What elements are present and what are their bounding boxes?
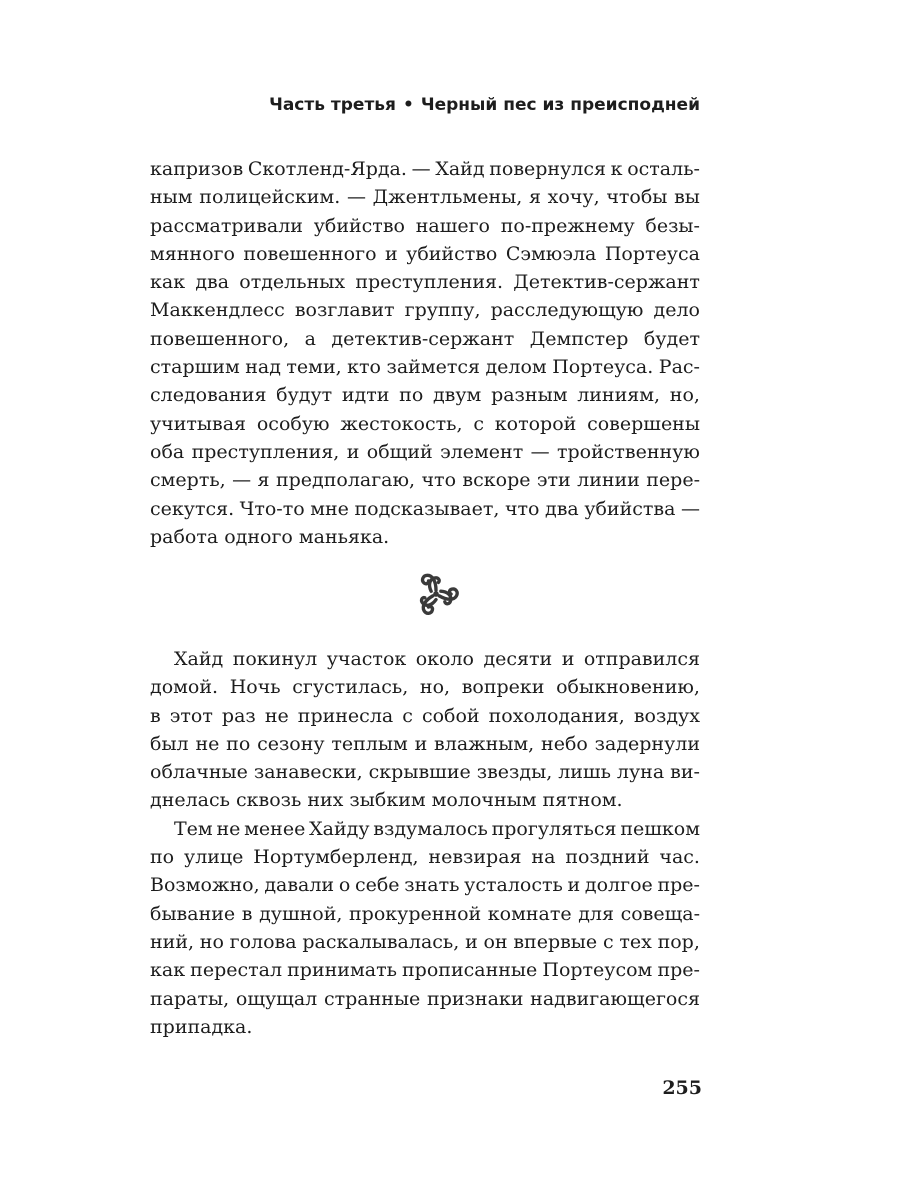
- word: похолодания,: [488, 704, 625, 727]
- word: убийства: [584, 497, 676, 520]
- word: около: [415, 648, 474, 670]
- word: них: [307, 789, 344, 812]
- text-line: [150, 673, 700, 701]
- word: повешенного: [243, 242, 377, 265]
- word: участок: [326, 648, 407, 670]
- word: прописанные: [402, 959, 538, 982]
- word: Возможно,: [150, 874, 260, 897]
- word: кто: [347, 356, 381, 379]
- word: два: [195, 271, 230, 294]
- word: был: [150, 732, 189, 755]
- text-line: [150, 381, 700, 409]
- word: и: [465, 930, 478, 953]
- word: смерть,: [150, 469, 226, 492]
- word: молочным: [431, 789, 537, 812]
- word: —: [346, 186, 366, 209]
- word: будут: [276, 384, 333, 407]
- word: луна: [616, 761, 665, 784]
- word: отправился: [583, 648, 700, 670]
- word: предполагаю,: [275, 469, 416, 492]
- word: и: [346, 440, 360, 463]
- word: задернули: [594, 732, 700, 755]
- word: жестокость,: [340, 412, 463, 435]
- word: я: [257, 469, 270, 492]
- word: надвигающегося: [530, 987, 700, 1010]
- word: с: [473, 412, 484, 435]
- text-block-narrative: [150, 645, 700, 1041]
- word: группу,: [404, 299, 481, 322]
- word: Скотленд-Ярда.: [247, 158, 407, 180]
- word: Ночь: [229, 676, 281, 699]
- word: Портеуса.: [552, 356, 654, 379]
- word: душной,: [259, 902, 343, 925]
- word: одного: [224, 525, 293, 548]
- word: по: [150, 846, 175, 869]
- word: прокуренной: [349, 902, 482, 925]
- word: комнате: [487, 902, 572, 925]
- word: вскоре: [462, 469, 531, 492]
- word: прогуляться: [491, 817, 617, 840]
- word: теми,: [286, 356, 342, 379]
- word: ви-: [670, 761, 700, 784]
- word: общий: [366, 440, 433, 463]
- word: пор,: [657, 930, 700, 953]
- text-line: [150, 730, 700, 758]
- word: —: [530, 440, 550, 463]
- word: дело: [653, 299, 700, 322]
- word: мне: [310, 497, 349, 520]
- word: которой: [494, 412, 577, 435]
- text-line: [150, 183, 700, 211]
- word: тех: [619, 930, 652, 953]
- word: днелась: [150, 789, 230, 812]
- word: давали: [264, 874, 335, 897]
- word: на: [531, 846, 556, 869]
- word: повешенного,: [150, 327, 290, 350]
- header-part-title: Часть третья: [269, 95, 396, 115]
- word: пере-: [646, 469, 700, 492]
- word: ощущал: [235, 987, 318, 1010]
- word: в: [241, 902, 253, 925]
- word: не: [195, 732, 220, 755]
- text-line: [150, 1013, 700, 1041]
- word: линиям,: [577, 384, 661, 407]
- word: линии: [577, 469, 640, 492]
- word: тройственную: [557, 440, 700, 463]
- word: занавески,: [253, 761, 363, 784]
- word: Рас-: [658, 356, 700, 379]
- word: пешком: [620, 817, 700, 840]
- word: невзирая: [428, 846, 522, 869]
- text-line: [150, 758, 700, 786]
- word: следования: [150, 384, 267, 407]
- word: с: [602, 930, 614, 953]
- word: делом: [485, 356, 547, 379]
- word: особую: [256, 412, 330, 435]
- word: менее: [244, 817, 306, 840]
- word: Что-то: [239, 497, 305, 520]
- triskelion-icon-graphic: [408, 566, 464, 622]
- word: для: [578, 902, 614, 925]
- text-line: [150, 843, 700, 871]
- text-line: [150, 325, 700, 353]
- word: собой: [421, 704, 480, 727]
- word: с: [402, 704, 413, 727]
- text-line: [150, 296, 700, 324]
- word: припадка.: [150, 1015, 253, 1038]
- word: осталь-: [627, 158, 700, 180]
- word: преступления.: [355, 271, 504, 294]
- word: раз: [221, 704, 256, 727]
- word: усталость: [464, 874, 563, 897]
- word: элемент: [440, 440, 524, 463]
- word: преступления,: [191, 440, 340, 463]
- word: как: [150, 271, 186, 294]
- word: и: [385, 242, 398, 265]
- text-line: [150, 466, 700, 494]
- word: совеща-: [620, 902, 700, 925]
- word: по-прежнему: [500, 214, 635, 237]
- word: Портеусом: [542, 959, 653, 982]
- word: капризов: [150, 158, 244, 180]
- word: —: [232, 469, 252, 492]
- text-line: [150, 212, 700, 240]
- word: скрывшие: [368, 761, 471, 784]
- text-block-dialogue: [150, 155, 700, 551]
- text-line: [150, 438, 700, 466]
- word: зыбким: [349, 789, 426, 812]
- word: чтобы: [606, 186, 668, 209]
- text-line: [150, 985, 700, 1013]
- text-line: [150, 410, 700, 438]
- word: а: [304, 327, 316, 350]
- word: небо: [541, 732, 588, 755]
- word: знать: [404, 874, 460, 897]
- word: эти: [536, 469, 571, 492]
- text-line: [150, 815, 700, 843]
- word: бывание: [150, 902, 236, 925]
- word: будет: [643, 327, 700, 350]
- text-line: [150, 268, 700, 296]
- word: не: [216, 817, 241, 840]
- word: ным: [150, 186, 193, 209]
- word: нашего: [415, 214, 490, 237]
- text-line: [150, 495, 700, 523]
- word: два: [545, 497, 579, 520]
- word: к: [610, 158, 623, 180]
- word: —: [680, 497, 700, 520]
- word: звезды,: [476, 761, 553, 784]
- word: десяти: [483, 648, 553, 670]
- word: хочу,: [547, 186, 600, 209]
- header-chapter-title: Черный пес из преисподней: [420, 95, 700, 115]
- word: возглавит: [294, 299, 395, 322]
- word: ний,: [150, 930, 195, 953]
- word: раскалывалась,: [302, 930, 460, 953]
- word: маньяка.: [298, 525, 390, 548]
- text-line: [150, 645, 700, 673]
- word: вздумалось: [373, 817, 488, 840]
- word: но: [199, 930, 224, 953]
- word: пятном.: [542, 789, 623, 812]
- word: расследующую: [490, 299, 644, 322]
- word: впервые: [513, 930, 598, 953]
- word: поздний: [565, 846, 650, 869]
- word: над: [245, 356, 281, 379]
- word: убийство: [313, 214, 405, 237]
- word: по: [226, 732, 251, 755]
- word: секутся.: [150, 497, 235, 520]
- word: Хайду: [309, 817, 370, 840]
- word: двум: [432, 384, 482, 407]
- word: оба: [150, 440, 185, 463]
- word: по: [399, 384, 424, 407]
- word: принесла: [297, 704, 394, 727]
- word: пре-: [657, 874, 700, 897]
- word: долгое: [584, 874, 653, 897]
- word: и: [567, 874, 581, 897]
- text-line: [150, 928, 700, 956]
- running-header: [150, 95, 700, 115]
- word: обыкновению,: [556, 676, 700, 699]
- word: Нортумберленд,: [253, 846, 419, 869]
- word: я: [528, 186, 541, 209]
- word: параты,: [150, 987, 230, 1010]
- word: признаки: [427, 987, 524, 1010]
- word: Хайд: [174, 648, 224, 670]
- text-line: [150, 786, 700, 814]
- word: влажным,: [434, 732, 535, 755]
- word: подсказывает,: [354, 497, 500, 520]
- word: Детектив-сержант: [513, 271, 700, 294]
- text-line: [150, 240, 700, 268]
- word: Сэмюэла: [505, 242, 597, 265]
- word: странные: [323, 987, 421, 1010]
- word: разным: [491, 384, 568, 407]
- word: теплым: [331, 732, 408, 755]
- word: полицейским.: [199, 186, 341, 209]
- word: сезону: [257, 732, 325, 755]
- word: что: [421, 469, 457, 492]
- word: себе: [354, 874, 400, 897]
- word: пре-: [657, 959, 700, 982]
- word: голова: [229, 930, 297, 953]
- word: принимать: [287, 959, 397, 982]
- text-line: [150, 155, 700, 183]
- word: мянного: [150, 242, 235, 265]
- word: что: [504, 497, 540, 520]
- word: старшим: [150, 356, 240, 379]
- text-line: [150, 523, 700, 551]
- word: —: [411, 158, 431, 180]
- word: убийство: [406, 242, 498, 265]
- word: сгустилась,: [292, 676, 409, 699]
- word: совершены: [587, 412, 700, 435]
- word: учитывая: [150, 412, 247, 435]
- word: как: [150, 959, 186, 982]
- text-line: [150, 353, 700, 381]
- word: отдельных: [239, 271, 346, 294]
- word: домой.: [150, 676, 219, 699]
- word: он: [483, 930, 508, 953]
- word: Хайд: [435, 158, 485, 180]
- word: перестал: [190, 959, 283, 982]
- word: идти: [341, 384, 390, 407]
- word: и: [414, 732, 428, 755]
- word: повернулся: [489, 158, 606, 180]
- word: но,: [419, 676, 451, 699]
- word: рассматривали: [150, 214, 303, 237]
- word: покинул: [232, 648, 318, 670]
- word: воздух: [633, 704, 700, 727]
- word: Маккендлесс: [150, 299, 285, 322]
- word: работа: [150, 525, 219, 548]
- word: Джентльмены,: [372, 186, 523, 209]
- word: вопреки: [461, 676, 545, 699]
- text-line: [150, 956, 700, 984]
- page-number: 255: [662, 1077, 702, 1099]
- word: час.: [659, 846, 700, 869]
- word: вы: [674, 186, 700, 209]
- word: в: [150, 704, 161, 727]
- text-line: [150, 871, 700, 899]
- word: этот: [169, 704, 213, 727]
- word: Портеуса: [604, 242, 700, 265]
- triskelion-icon: [408, 566, 464, 622]
- word: облачные: [150, 761, 248, 784]
- header-separator: •: [402, 95, 414, 115]
- word: детектив-сержант: [331, 327, 515, 350]
- word: не: [264, 704, 289, 727]
- word: Демпстер: [529, 327, 629, 350]
- word: о: [338, 874, 351, 897]
- word: улице: [184, 846, 244, 869]
- word: сквозь: [236, 789, 302, 812]
- word: безы-: [645, 214, 700, 237]
- word: но,: [669, 384, 700, 407]
- text-line: [150, 702, 700, 730]
- word: и: [561, 648, 575, 670]
- word: лишь: [558, 761, 611, 784]
- word: Тем: [174, 817, 213, 840]
- word: займется: [386, 356, 480, 379]
- text-line: [150, 900, 700, 928]
